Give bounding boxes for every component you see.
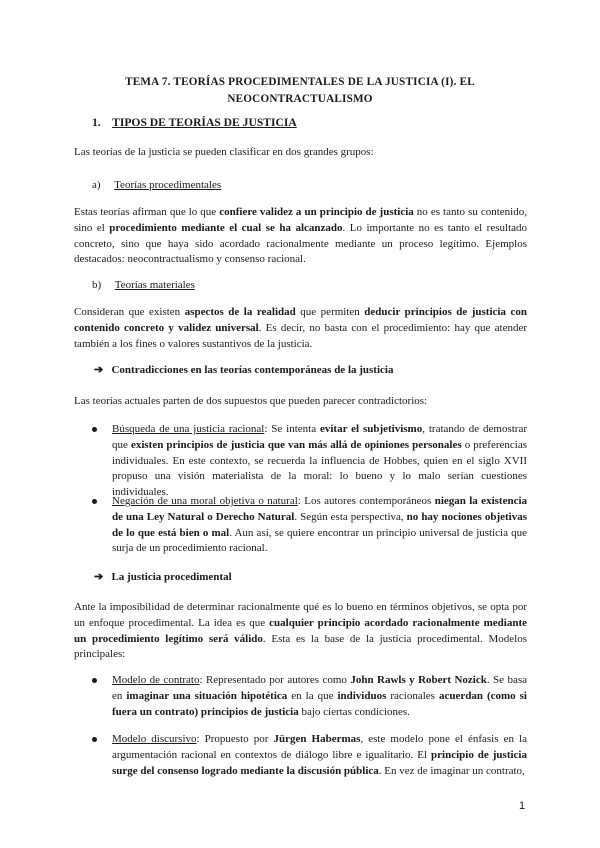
subheading-b-label: b) [92, 279, 102, 291]
page-number: 1 [519, 800, 526, 812]
bullet-item: Búsqueda de una justicia racional: Se intenta evitar el subjetivismo, tratando de demostrar que existen principios de justicia que van más allá de opiniones personales o preferencias individuales. En este contexto, se recuerda la influencia de Hobbes, quien en el siglo XVII propuso una visión materialista de la moral: lo bueno y lo malo serían cuestiones individuales. [92, 422, 527, 501]
arrow-heading-contradicciones [94, 363, 393, 378]
arrow-heading-procedimental [94, 570, 232, 585]
subheading-a-label: a) [92, 179, 101, 191]
arrow-heading-text: La justicia procedimental [111, 571, 232, 583]
subheading-b [92, 278, 195, 293]
paragraph-b: Consideran que existen aspectos de la realidad que permiten deducir principios de justicia con contenido concreto y validez universal. Es decir, no basta con el procedimiento: hay que atender también a los fines o valores sustantivos de la justicia. [74, 306, 527, 350]
intro-paragraph: Las teorías de la justicia se pueden clasificar en dos grandes grupos: [74, 146, 374, 158]
section-number: 1. [92, 116, 101, 129]
bullet-icon [92, 427, 97, 432]
bullet-icon [92, 678, 97, 683]
bullet-icon [92, 499, 97, 504]
subheading-b-text: Teorías materiales [114, 279, 195, 291]
section-heading [92, 116, 297, 129]
page-title: TEMA 7. TEORÍAS PROCEDIMENTALES DE LA JUSTICIA (I). EL NEOCONTRACTUALISMO [125, 76, 475, 105]
bullet-item: Negación de una moral objetiva o natural: Los autores contemporáneos niegan la existencia de una Ley Natural o Derecho Natural. Según esta perspectiva, no hay nociones objetivas de lo que está bien o mal. Aun así, se quiere encontrar un principio universal de justicia que surja de un procedimiento racional. [92, 494, 527, 557]
arrow-icon: ➔ [94, 364, 104, 376]
section-title: TIPOS DE TEORÍAS DE JUSTICIA [112, 116, 297, 129]
subheading-a-text: Teorías procedimentales [114, 179, 222, 191]
arrow-icon: ➔ [94, 571, 104, 583]
bullet-item: Modelo discursivo: Propuesto por Jürgen Habermas, este modelo pone el énfasis en la argumentación racional en contextos de diálogo libre e igualitario. El principio de justicia surge del consenso logrado mediante la discusión pública. En vez de imaginar un contrato, [92, 732, 527, 779]
paragraph-a: Estas teorías afirman que lo que confiere validez a un principio de justicia no es tanto su contenido, sino el procedimiento mediante el cual se ha alcanzado. Lo importante no es tanto el resultado concreto, sino que haya sido acordado racionalmente mediante un proceso legítimo. Ejemplos destacados: neocontractualismo y consenso racional. [74, 206, 528, 266]
paragraph-c: Las teorías actuales parten de dos supuestos que pueden parecer contradictorios: [74, 395, 428, 407]
bullet-icon [92, 737, 97, 742]
subheading-a [92, 178, 221, 193]
arrow-heading-text: Contradicciones en las teorías contemporáneas de la justicia [111, 364, 394, 376]
paragraph-d: Ante la imposibilidad de determinar racionalmente qué es lo bueno en términos objetivos, se opta por un enfoque procedimental. La idea es que cualquier principio acordado racionalmente mediante un procedimiento legítimo será válido. Esta es la base de la justicia procedimental. Modelos principales: [74, 601, 528, 661]
bullet-item: Modelo de contrato: Representado por autores como John Rawls y Robert Nozick. Se basa en imaginar una situación hipotética en la que individuos racionales acuerdan (como si fuera un contrato) principios de justicia bajo ciertas condiciones. [92, 673, 527, 720]
